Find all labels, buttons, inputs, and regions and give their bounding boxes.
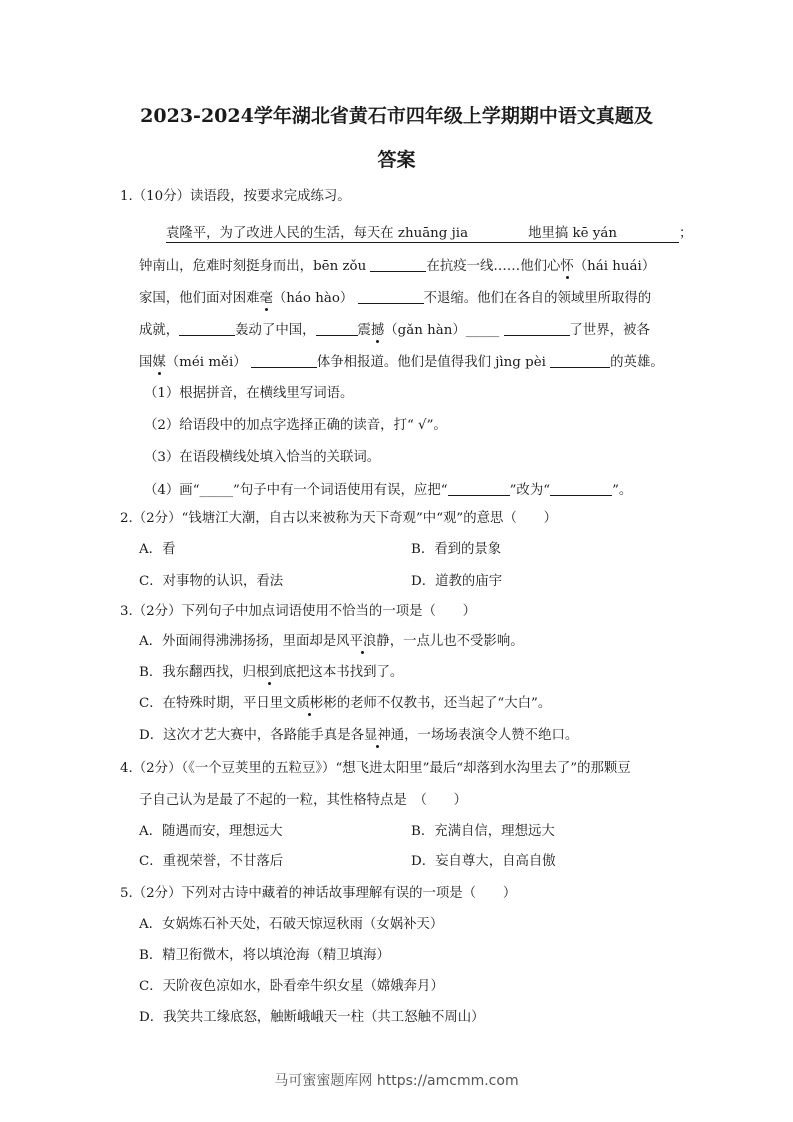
page-title-line1: 2023-2024学年湖北省黄石市四年级上学期期中语文真题及	[140, 105, 653, 127]
footer-watermark: 马可蜜蜜题库网 https://amcmm.com	[274, 1073, 519, 1089]
q3-option-c[interactable]: C．在特殊时期，平日里文质彬彬的老师不仅教书，还当起了“大白”。	[139, 696, 552, 711]
q2-option-b[interactable]: B．看到的景象	[411, 542, 502, 557]
q3-option-b[interactable]: B．我东翻西找，归根到底把这本书找到了。	[139, 665, 404, 680]
dotted-char: 媒	[152, 355, 166, 370]
q2-option-c[interactable]: C．对事物的认识，看法	[139, 574, 284, 589]
q2-option-a[interactable]: A．看	[139, 542, 176, 557]
q1-paragraph-line5: 国媒（méi měi） 体争相报道。他们是值得我们 jìng pèi 的英雄。	[139, 355, 664, 370]
underlined-sentence: 袁隆平，为了改进人民的生活，每天在 zhuāng jia 地里搞 kē yán	[166, 226, 679, 243]
q1-paragraph-line3: 家国，他们面对困难毫（háo hào） 不退缩。他们在各自的领域里所取得的	[139, 291, 652, 306]
q5-option-a[interactable]: A．女娲炼石补天处，石破天惊逗秋雨（女娲补天）	[139, 917, 444, 932]
q2-option-d[interactable]: D．道教的庙宇	[411, 574, 503, 589]
q4-option-c[interactable]: C．重视荣誉，不甘落后	[139, 854, 284, 869]
q5-option-b[interactable]: B．精卫衔微木，将以填沧海（精卫填海）	[139, 948, 390, 963]
q5-option-c[interactable]: C．天阶夜色凉如水，卧看牵牛织女星（嫦娥奔月）	[139, 979, 444, 994]
q1-sub1: （1）根据拼音，在横线里写词语。	[144, 386, 354, 401]
q4-stem-line2: 子自己认为是最了不起的一粒，其性格特点是 （ ）	[139, 793, 468, 808]
q1-sub3: （3）在语段横线处填入恰当的关联词。	[144, 450, 381, 465]
dotted-char: 撼	[370, 323, 385, 338]
q1-stem: 1.（10分）读语段，按要求完成练习。	[120, 189, 351, 204]
dotted-char: 怀	[560, 259, 574, 274]
blank[interactable]	[448, 481, 510, 496]
q3-option-a[interactable]: A．外面闹得沸沸扬扬，里面却是风平浪静，一点儿也不受影响。	[139, 634, 524, 649]
q1-paragraph-line4: 成就， 轰动了中国， 震撼（gǎn hàn）_____ 了世界，被各	[139, 323, 650, 338]
blank[interactable]	[358, 289, 424, 304]
page-title-line2: 答案	[377, 149, 416, 171]
dotted-phrase: 各显神通	[350, 728, 405, 743]
blank[interactable]	[179, 321, 235, 336]
q3-option-d[interactable]: D．这次才艺大赛中，各路能手真是各显神通，一场场表演令人赞不绝口。	[139, 728, 579, 743]
q1-paragraph-line1: 袁隆平，为了改进人民的生活，每天在 zhuāng jia 地里搞 kē yán ；	[166, 226, 693, 241]
blank[interactable]	[550, 481, 612, 496]
q1-sub4: （4）画“_____”句子中有一个词语使用有误，应把“ ”改为“ ”。	[144, 483, 633, 498]
q4-option-d[interactable]: D．妄自尊大，自高自傲	[411, 854, 556, 869]
q1-sub2: （2）给语段中的加点字选择正确的读音，打“ √”。	[144, 418, 447, 433]
q1-paragraph-line2: 钟南山，危难时刻挺身而出，bēn zǒu 在抗疫一线……他们心怀（hái huái）	[139, 259, 656, 274]
blank[interactable]	[251, 353, 317, 368]
blank[interactable]	[504, 321, 570, 336]
dotted-phrase: 归根到底	[242, 665, 297, 680]
q4-option-b[interactable]: B．充满自信，理想远大	[411, 824, 555, 839]
q2-stem: 2.（2分）“钱塘江大潮，自古以来被称为天下奇观”中“观”的意思（ ）	[120, 511, 558, 526]
blank[interactable]	[550, 353, 610, 368]
blank[interactable]	[370, 257, 426, 272]
q4-option-a[interactable]: A．随遇而安，理想远大	[139, 824, 283, 839]
dotted-phrase: 风平浪静	[336, 634, 390, 649]
blank[interactable]	[316, 321, 358, 336]
dotted-char: 毫	[259, 291, 273, 306]
dotted-phrase: 文质彬彬	[283, 696, 337, 711]
q3-stem: 3.（2分）下列句子中加点词语使用不恰当的一项是（ ）	[120, 604, 477, 619]
q4-stem-line1: 4.（2分）（《一个豆荚里的五粒豆》）“想飞进太阳里”最后“却落到水沟里去了”的那颗豆	[120, 761, 631, 776]
q5-option-d[interactable]: D．我笑共工缘底怒，触断峨峨天一柱（共工怒触不周山）	[139, 1010, 485, 1025]
q5-stem: 5.（2分）下列对古诗中藏着的神话故事理解有误的一项是（ ）	[120, 886, 517, 901]
